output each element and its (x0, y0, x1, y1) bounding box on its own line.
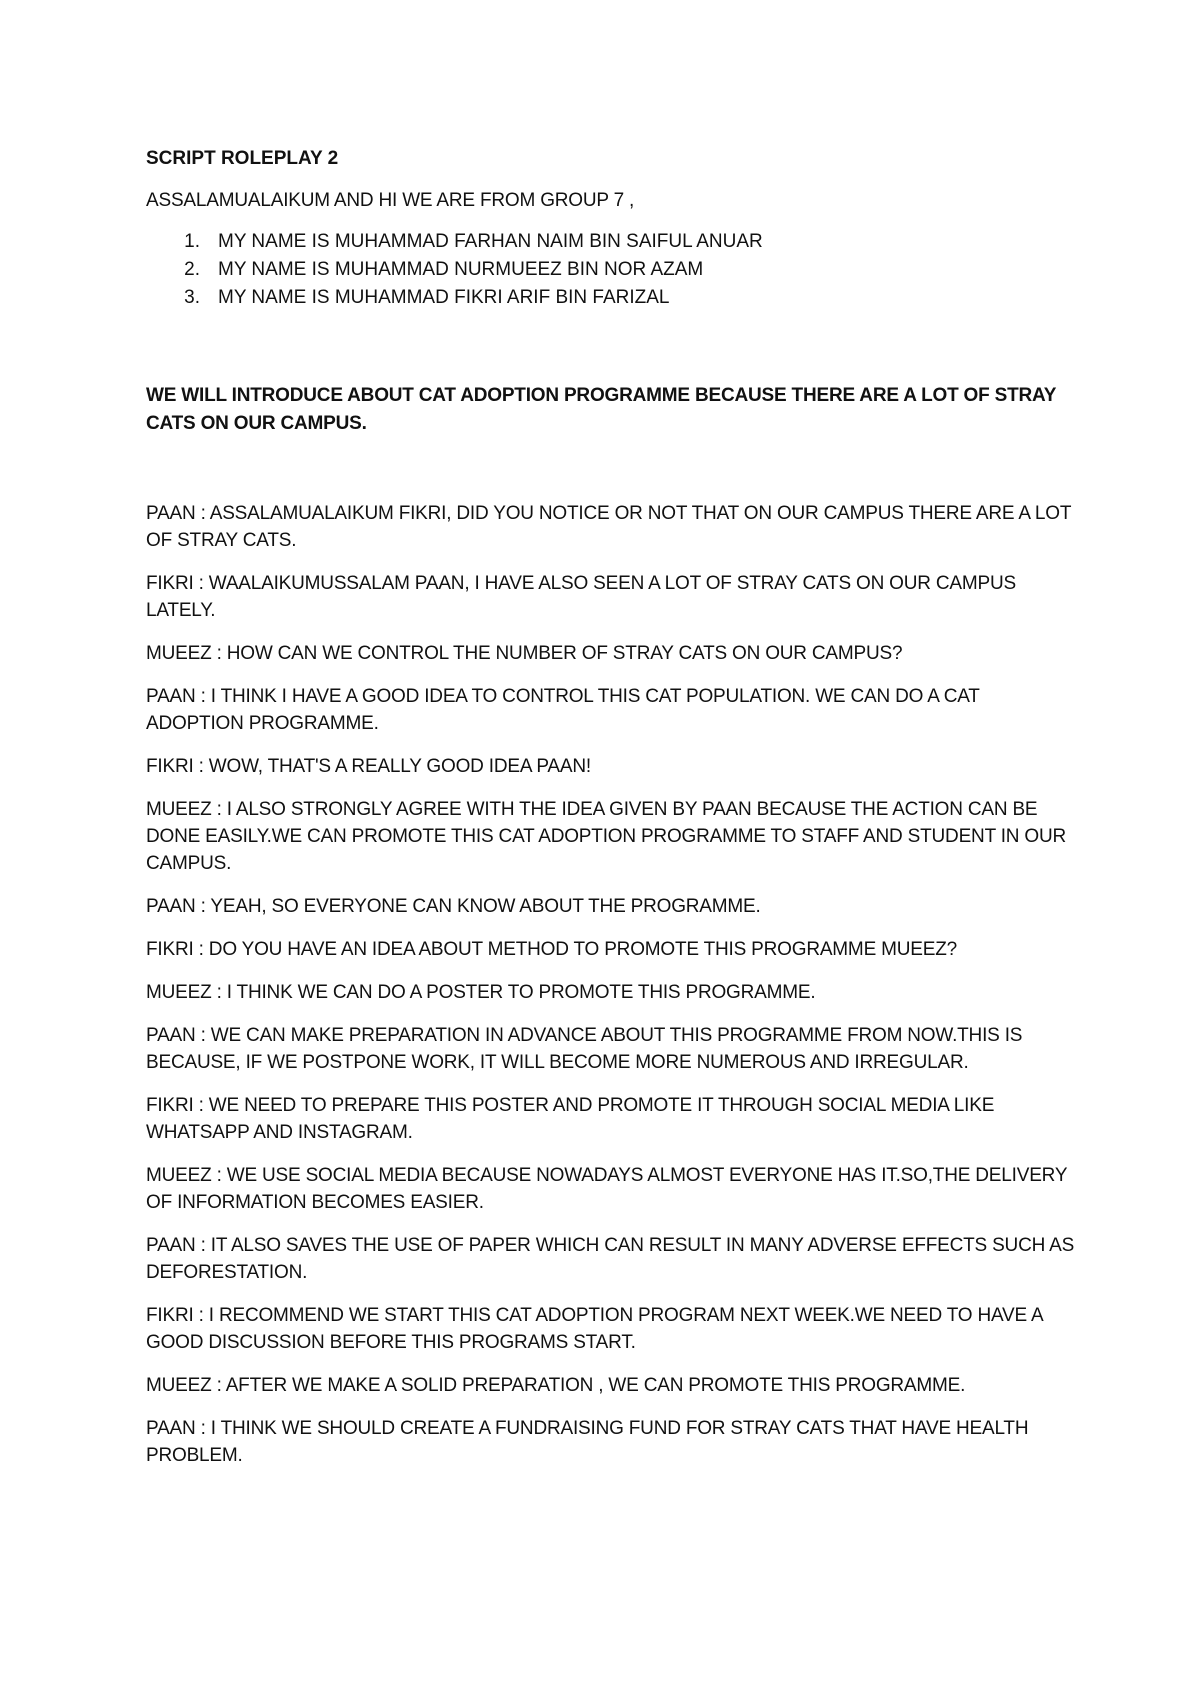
member-number: 3. (184, 287, 200, 308)
member-item (146, 284, 1076, 312)
dialogue-line: MUEEZ : I ALSO STRONGLY AGREE WITH THE IDEA GIVEN BY PAAN BECAUSE THE ACTION CAN BE DONE EASILY.WE CAN PROMOTE THIS CAT ADOPTION PROGRAMME TO STAFF AND STUDENT IN OUR CAMPUS. (146, 799, 1067, 874)
dialogue-line: MUEEZ : I THINK WE CAN DO A POSTER TO PROMOTE THIS PROGRAMME. (146, 982, 816, 1003)
intro-heading: WE WILL INTRODUCE ABOUT CAT ADOPTION PROGRAMME BECAUSE THERE ARE A LOT OF STRAY CATS ON OUR CAMPUS. (146, 385, 1056, 434)
member-text: MY NAME IS MUHAMMAD FARHAN NAIM BIN SAIFUL ANUAR (218, 231, 763, 252)
member-item (146, 228, 1076, 256)
greeting-text: ASSALAMUALAIKUM AND HI WE ARE FROM GROUP 7 , (146, 190, 635, 211)
member-text: MY NAME IS MUHAMMAD NURMUEEZ BIN NOR AZAM (218, 259, 704, 280)
member-number: 1. (184, 231, 200, 252)
dialogue-line: PAAN : WE CAN MAKE PREPARATION IN ADVANCE ABOUT THIS PROGRAMME FROM NOW.THIS IS BECAUSE, IF WE POSTPONE WORK, IT WILL BECOME MORE NUMEROUS AND IRREGULAR. (146, 1025, 1023, 1073)
dialogue-line: PAAN : I THINK WE SHOULD CREATE A FUNDRAISING FUND FOR STRAY CATS THAT HAVE HEALTH PROBLEM. (146, 1418, 1029, 1466)
member-item (146, 256, 1076, 284)
dialogue-line: PAAN : IT ALSO SAVES THE USE OF PAPER WHICH CAN RESULT IN MANY ADVERSE EFFECTS SUCH AS DEFORESTATION. (146, 1235, 1075, 1283)
dialogue-line: FIKRI : WAALAIKUMUSSALAM PAAN, I HAVE ALSO SEEN A LOT OF STRAY CATS ON OUR CAMPUS LATELY. (146, 573, 1016, 621)
dialogue-line: PAAN : YEAH, SO EVERYONE CAN KNOW ABOUT THE PROGRAMME. (146, 896, 761, 917)
dialogue-line: FIKRI : WOW, THAT'S A REALLY GOOD IDEA PAAN! (146, 756, 591, 777)
member-number: 2. (184, 259, 200, 280)
dialogue-line: PAAN : I THINK I HAVE A GOOD IDEA TO CONTROL THIS CAT POPULATION. WE CAN DO A CAT ADOPTION PROGRAMME. (146, 686, 980, 734)
document-body (146, 146, 1076, 1485)
dialogue-line: FIKRI : I RECOMMEND WE START THIS CAT ADOPTION PROGRAM NEXT WEEK.WE NEED TO HAVE A GOOD DISCUSSION BEFORE THIS PROGRAMS START. (146, 1305, 1043, 1353)
dialogue-line: FIKRI : WE NEED TO PREPARE THIS POSTER AND PROMOTE IT THROUGH SOCIAL MEDIA LIKE WHATSAPP AND INSTAGRAM. (146, 1095, 995, 1143)
member-list (146, 228, 1076, 312)
document-title: SCRIPT ROLEPLAY 2 (146, 148, 339, 169)
member-text: MY NAME IS MUHAMMAD FIKRI ARIF BIN FARIZAL (218, 287, 670, 308)
dialogue-line: FIKRI : DO YOU HAVE AN IDEA ABOUT METHOD TO PROMOTE THIS PROGRAMME MUEEZ? (146, 939, 957, 960)
dialogue-line: MUEEZ : HOW CAN WE CONTROL THE NUMBER OF STRAY CATS ON OUR CAMPUS? (146, 643, 903, 664)
dialogue-line: MUEEZ : WE USE SOCIAL MEDIA BECAUSE NOWADAYS ALMOST EVERYONE HAS IT.SO,THE DELIVERY OF INFORMATION BECOMES EASIER. (146, 1165, 1067, 1213)
dialogue-line: MUEEZ : AFTER WE MAKE A SOLID PREPARATION , WE CAN PROMOTE THIS PROGRAMME. (146, 1375, 966, 1396)
dialogue-line: PAAN : ASSALAMUALAIKUM FIKRI, DID YOU NOTICE OR NOT THAT ON OUR CAMPUS THERE ARE A LOT OF STRAY CATS. (146, 503, 1071, 551)
dialogue (146, 500, 1076, 1469)
